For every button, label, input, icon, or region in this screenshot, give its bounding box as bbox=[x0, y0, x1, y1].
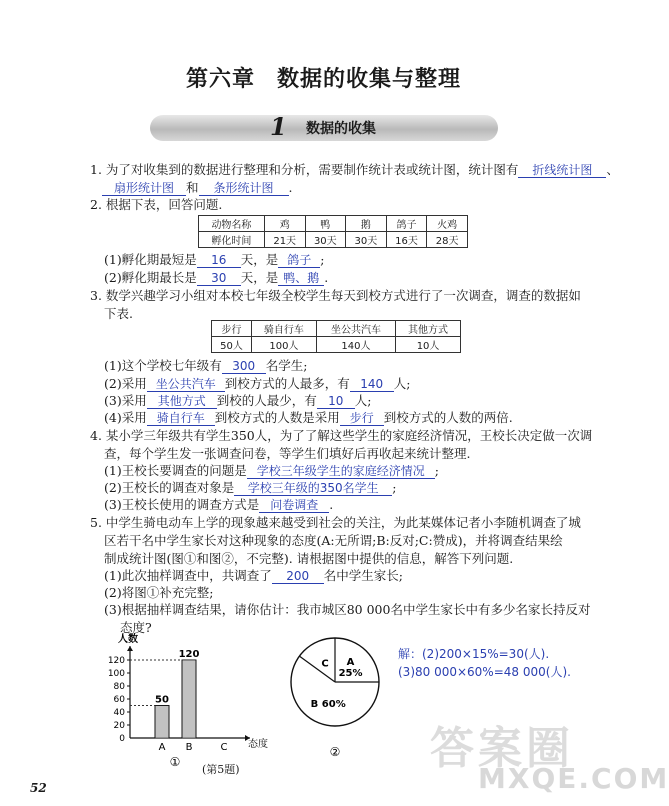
y-axis-label: 人数 bbox=[118, 634, 138, 645]
q5-answer1: 200 bbox=[272, 569, 324, 584]
q2-table-header-cell: 鸡 bbox=[264, 216, 305, 232]
y-tick-label: 80 bbox=[113, 682, 125, 692]
y-tick-label: 60 bbox=[113, 695, 125, 705]
q2-answer3: 30 bbox=[197, 271, 241, 286]
q3-table-row-cell: 10人 bbox=[396, 337, 461, 353]
q2-table-row-cell: 30天 bbox=[346, 232, 387, 248]
watermark-logo: 答案圈 bbox=[430, 723, 574, 774]
q3-answer4: 其他方式 bbox=[147, 394, 217, 409]
q2-table-row-cell: 16天 bbox=[386, 232, 427, 248]
x-axis-label: 态度 bbox=[248, 739, 268, 750]
x-tick-label: C bbox=[220, 742, 228, 753]
q5-part2: (2)将图①补充完整; bbox=[104, 585, 214, 600]
q3-table-header-cell: 坐公共汽车 bbox=[316, 321, 395, 337]
pie-slice-label-a: 25% bbox=[338, 667, 363, 679]
q4-answer1: 学校三年级学生的家庭经济情况 bbox=[247, 464, 435, 479]
q4-part2: (2)王校长的调查对象是 学校三年级的350名学生 ; bbox=[104, 480, 397, 495]
q3-table-row-cell: 50人 bbox=[212, 337, 252, 353]
q2-part2: (2)孵化期最长是 30 天，是 鸭、鹅 . bbox=[104, 270, 329, 285]
pie-slice-label-b: B 60% bbox=[310, 698, 346, 710]
q2-table-header-cell: 火鸡 bbox=[427, 216, 468, 232]
y-tick-label: 100 bbox=[107, 669, 125, 679]
q4-part3: (3)王校长使用的调查方式是 问卷调查 . bbox=[104, 497, 334, 512]
q5-part3-line1: (3)根据抽样调查结果，请你估计：我市城区80 000名中学生家长中有多少名家长持反对 bbox=[104, 602, 591, 617]
bar-data-label: 120 bbox=[178, 649, 200, 660]
q4-part1: (1)王校长要调查的问题是 学校三年级学生的家庭经济情况 ; bbox=[104, 463, 439, 478]
q5-line1: 5. 中学生骑电动车上学的现象越来越受到社会的关注，为此某媒体记者小李随机调查了城 bbox=[90, 515, 581, 530]
q1-answer3: 条形统计图 bbox=[199, 181, 289, 196]
q2-stem: 2. 根据下表，回答问题. bbox=[90, 197, 223, 212]
page-number: 52 bbox=[30, 781, 47, 795]
q2-table-header-cell: 鹅 bbox=[346, 216, 387, 232]
q2-table-header-cell: 鸽子 bbox=[386, 216, 427, 232]
q2-answer1: 16 bbox=[197, 253, 241, 268]
chapter-title: 第六章 数据的收集与整理 bbox=[185, 66, 462, 92]
q3-answer1: 300 bbox=[222, 359, 266, 374]
y-tick-label: 0 bbox=[119, 734, 125, 744]
q3-part4: (4)采用 骑自行车 到校方式的人数是采用 步行 到校方式的人数的两倍. bbox=[104, 410, 513, 425]
y-tick-label: 120 bbox=[107, 656, 125, 666]
q4-answer3: 问卷调查 bbox=[259, 498, 329, 513]
section-number: 1 bbox=[270, 112, 287, 141]
figure-caption: (第5题) bbox=[202, 763, 240, 776]
q3-answer6: 骑自行车 bbox=[147, 411, 215, 426]
q5-line2: 区若干名中学生家长对这种现象的态度(A:无所谓;B:反对;C:赞成)，并将调查结果绘 bbox=[104, 533, 563, 548]
q3-part3: (3)采用 其他方式 到校的人最少，有 10 人; bbox=[104, 393, 372, 408]
q3-line1: 3. 数学兴趣学习小组对本校七年级全校学生每天到校方式进行了一次调查，调查的数据如 bbox=[90, 288, 581, 303]
q2-table-header-cell: 动物名称 bbox=[199, 216, 265, 232]
q3-table-header-cell: 骑自行车 bbox=[251, 321, 316, 337]
watermark-url: MXQE.COM bbox=[478, 762, 669, 795]
q5-line3: 制成统计图(图①和图②，不完整). 请根据图中提供的信息，解答下列问题. bbox=[104, 551, 514, 566]
y-axis-arrow bbox=[127, 646, 133, 651]
q3-part2: (2)采用 坐公共汽车 到校方式的人最多，有 140 人; bbox=[104, 376, 411, 391]
q3-table-row-cell: 100人 bbox=[251, 337, 316, 353]
bar-chart bbox=[100, 632, 290, 772]
q5-part1: (1)此次抽样调查中，共调查了 200 名中学生家长; bbox=[104, 568, 403, 583]
pie-slice-label-c: C bbox=[321, 658, 329, 670]
q3-table bbox=[211, 320, 461, 353]
section-title: 数据的收集 bbox=[306, 121, 376, 137]
q2-answer2: 鸽子 bbox=[278, 253, 320, 268]
q3-answer7: 步行 bbox=[340, 411, 384, 426]
figure-label-1: ① bbox=[169, 755, 181, 769]
q3-part1: (1)这个学校七年级有 300 名学生; bbox=[104, 358, 308, 373]
q3-answer3: 140 bbox=[350, 377, 394, 392]
q2-table-row-cell: 30天 bbox=[305, 232, 346, 248]
y-tick-label: 40 bbox=[113, 708, 125, 718]
q5-solution-line2: (3)80 000×60%=48 000(人). bbox=[398, 665, 571, 679]
q2-table-header-cell: 鸭 bbox=[305, 216, 346, 232]
q2-answer4: 鸭、鹅 bbox=[278, 271, 324, 286]
q4-line1: 4. 某小学三年级共有学生350人，为了了解这些学生的家庭经济情况，王校长决定做一次调 bbox=[90, 428, 593, 443]
q4-answer2: 学校三年级的350名学生 bbox=[234, 481, 392, 496]
q1-line1: 1. 为了对收集到的数据进行整理和分析，需要制作统计表或统计图，统计图有 折线统计图 、 bbox=[90, 162, 619, 177]
x-tick-label: B bbox=[185, 742, 193, 753]
bar-data-label: 50 bbox=[155, 694, 169, 706]
pie-slice-label-a: A bbox=[346, 656, 355, 668]
q3-answer5: 10 bbox=[317, 394, 355, 409]
y-tick-label: 20 bbox=[113, 721, 125, 731]
q3-table-header-cell: 步行 bbox=[212, 321, 252, 337]
x-tick-label: A bbox=[158, 742, 166, 753]
q2-table-row-cell: 孵化时间 bbox=[199, 232, 265, 248]
q3-line2: 下表. bbox=[104, 306, 133, 321]
figure-label-2: ② bbox=[329, 745, 341, 759]
q2-table-row-cell: 28天 bbox=[427, 232, 468, 248]
q5-part3-line2: 态度? bbox=[120, 620, 152, 635]
q2-part1: (1)孵化期最短是 16 天，是 鸽子 ; bbox=[104, 252, 325, 267]
q3-table-row-cell: 140人 bbox=[316, 337, 395, 353]
q1-answer1: 折线统计图 bbox=[518, 163, 606, 178]
q3-table-header-cell: 其他方式 bbox=[396, 321, 461, 337]
q4-line2: 查，每个学生发一张调查问卷，等学生们填好后再收起来统计整理. bbox=[104, 446, 471, 461]
q5-solution-line1: 解：(2)200×15%=30(人). bbox=[398, 647, 550, 661]
pie-chart bbox=[285, 630, 385, 760]
q1-answer2: 扇形统计图 bbox=[102, 181, 186, 196]
q1-line2: 扇形统计图 和 条形统计图 . bbox=[102, 180, 293, 196]
q2-table bbox=[198, 215, 468, 248]
q2-table-row-cell: 21天 bbox=[264, 232, 305, 248]
q3-answer2: 坐公共汽车 bbox=[147, 377, 225, 392]
